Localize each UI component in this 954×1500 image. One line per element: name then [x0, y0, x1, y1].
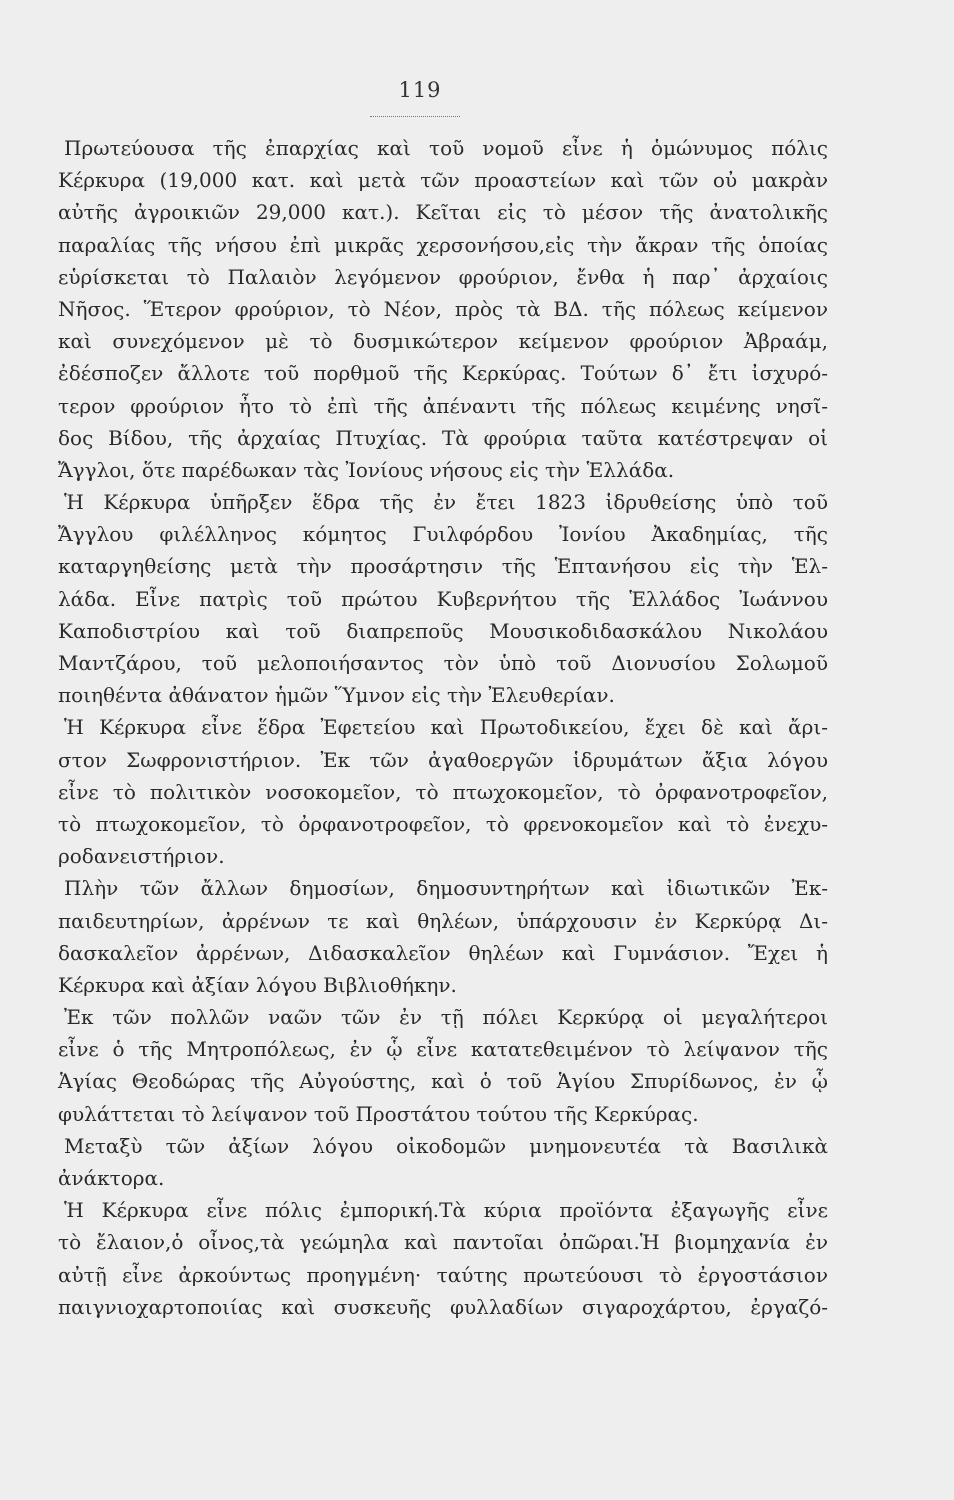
- text-line: Ἡ Κέρκυρα εἶνε ἕδρα Ἐφετείου καὶ Πρωτοδικείου, ἔχει δὲ καὶ ἄρι-: [64, 715, 828, 740]
- text-line: Πρωτεύουσα τῆς ἐπαρχίας καὶ τοῦ νομοῦ εἶνε ἡ ὁμώνυμος πόλις: [64, 136, 828, 160]
- text-line: Κέρκυρα (19,000 κατ. καὶ μετὰ τῶν προαστείων καὶ τῶν οὐ μακρὰν: [58, 168, 828, 193]
- text-line: στον Σωφρονιστήριον. Ἐκ τῶν ἀγαθοεργῶν ἱδρυμάτων ἄξια λόγου: [58, 747, 828, 772]
- text-line: καὶ συνεχόμενον μὲ τὸ δυσμικώτερον κείμενον φρούριον Ἀβραάμ,: [58, 329, 828, 354]
- text-line: τερον φρούριον ἦτο τὸ ἐπὶ τῆς ἀπέναντι τῆς πόλεως κειμένης νησῖ-: [58, 393, 828, 418]
- text-line: Μαντζάρου, τοῦ μελοποιήσαντος τὸν ὑπὸ τοῦ Διονυσίου Σολωμοῦ: [58, 651, 828, 675]
- text-line: δος Βίδου, τῆς ἀρχαίας Πτυχίας. Τὰ φρούρια ταῦτα κατέστρεψαν οἱ: [58, 425, 828, 450]
- text-line: αὐτῆς ἀγροικιῶν 29,000 κατ.). Κεῖται εἰς τὸ μέσον τῆς ἀνατολικῆς: [58, 200, 828, 225]
- text-line: Ἡ Κέρκυρα εἶνε πόλις ἐμπορική.Τὰ κύρια προϊόντα ἐξαγωγῆς εἶνε: [64, 1198, 828, 1223]
- text-line: Ἁγίας Θεοδώρας τῆς Αὐγούστης, καὶ ὁ τοῦ Ἁγίου Σπυρίδωνος, ἐν ᾧ: [58, 1069, 828, 1094]
- text-line: εἶνε ὁ τῆς Μητροπόλεως, ἐν ᾧ εἶνε κατατεθειμένον τὸ λείψανον τῆς: [58, 1037, 828, 1062]
- page-number-rule: [370, 116, 460, 117]
- text-line: τὸ πτωχοκομεῖον, τὸ ὀρφανοτροφεῖον, τὸ φρενοκομεῖον καὶ τὸ ἐνεχυ-: [58, 811, 828, 836]
- text-line: τὸ ἔλαιον,ὁ οἶνος,τὰ γεώμηλα καὶ παντοῖαι ὀπῶραι.Ἡ βιομηχανία ἐν: [58, 1230, 828, 1255]
- text-line: Κέρκυρα καὶ ἀξίαν λόγου Βιβλιοθήκην.: [58, 972, 457, 997]
- text-line: Ἡ Κέρκυρα ὑπῆρξεν ἕδρα τῆς ἐν ἔτει 1823 ἱδρυθείσης ὑπὸ τοῦ: [64, 490, 828, 515]
- text-line: Ἄγγλου φιλέλληνος κόμητος Γυιλφόρδου Ἰονίου Ἀκαδημίας, τῆς: [58, 522, 828, 547]
- text-line: καταργηθείσης μετὰ τὴν προσάρτησιν τῆς Ἑπτανήσου εἰς τὴν Ἑλ-: [58, 554, 828, 579]
- text-line: Ἐκ τῶν πολλῶν ναῶν τῶν ἐν τῇ πόλει Κερκύρᾳ οἱ μεγαλήτεροι: [64, 1005, 828, 1030]
- text-line: λάδα. Εἶνε πατρὶς τοῦ πρώτου Κυβερνήτου τῆς Ἑλλάδος Ἰωάννου: [58, 586, 828, 611]
- text-line: Μεταξὺ τῶν ἀξίων λόγου οἰκοδομῶν μνημονευτέα τὰ Βασιλικὰ: [64, 1133, 828, 1158]
- text-line: ἀνάκτορα.: [58, 1166, 165, 1190]
- text-line: Ἄγγλοι, ὅτε παρέδωκαν τὰς Ἰονίους νήσους εἰς τὴν Ἑλλάδα.: [58, 457, 675, 482]
- text-line: Νῆσος. Ἕτερον φρούριον, τὸ Νέον, πρὸς τὰ ΒΔ. τῆς πόλεως κείμενον: [58, 296, 828, 321]
- page-number: 119: [398, 78, 442, 102]
- text-line: ἐδέσποζεν ἄλλοτε τοῦ πορθμοῦ τῆς Κερκύρας. Τούτων δ᾿ ἔτι ἰσχυρό-: [58, 361, 828, 386]
- text-body: [58, 132, 828, 1323]
- text-line: Πλὴν τῶν ἄλλων δημοσίων, δημοσυντηρήτων καὶ ἰδιωτικῶν Ἐκ-: [64, 876, 828, 901]
- text-line: παιγνιοχαρτοποιίας καὶ συσκευῆς φυλλαδίων σιγαροχάρτου, ἐργαζό-: [58, 1294, 828, 1319]
- text-line: αὐτῇ εἶνε ἀρκούντως προηγμένη· ταύτης πρωτεύουσι τὸ ἐργοστάσιον: [58, 1262, 828, 1287]
- text-line: ροδανειστήριον.: [58, 844, 225, 869]
- text-line: παιδευτηρίων, ἀρρένων τε καὶ θηλέων, ὑπάρχουσιν ἐν Κερκύρᾳ Δι-: [58, 908, 828, 933]
- text-line: φυλάττεται τὸ λείψανον τοῦ Προστάτου τούτου τῆς Κερκύρας.: [58, 1101, 699, 1126]
- text-line: Καποδιστρίου καὶ τοῦ διαπρεποῦς Μουσικοδιδασκάλου Νικολάου: [58, 618, 828, 643]
- text-line: παραλίας τῆς νήσου ἐπὶ μικρᾶς χερσονήσου,εἰς τὴν ἄκραν τῆς ὁποίας: [58, 232, 828, 257]
- text-line: ποιηθέντα ἀθάνατον ἡμῶν Ὕμνον εἰς τὴν Ἐλευθερίαν.: [58, 683, 615, 708]
- text-line: εὑρίσκεται τὸ Παλαιὸν λεγόμενον φρούριον, ἔνθα ἡ παρ᾿ ἀρχαίοις: [58, 264, 828, 289]
- text-line: δασκαλεῖον ἀρρένων, Διδασκαλεῖον θηλέων καὶ Γυμνάσιον. Ἔχει ἡ: [58, 940, 828, 965]
- text-line: εἶνε τὸ πολιτικὸν νοσοκομεῖον, τὸ πτωχοκομεῖον, τὸ ὀρφανοτροφεῖον,: [58, 779, 828, 804]
